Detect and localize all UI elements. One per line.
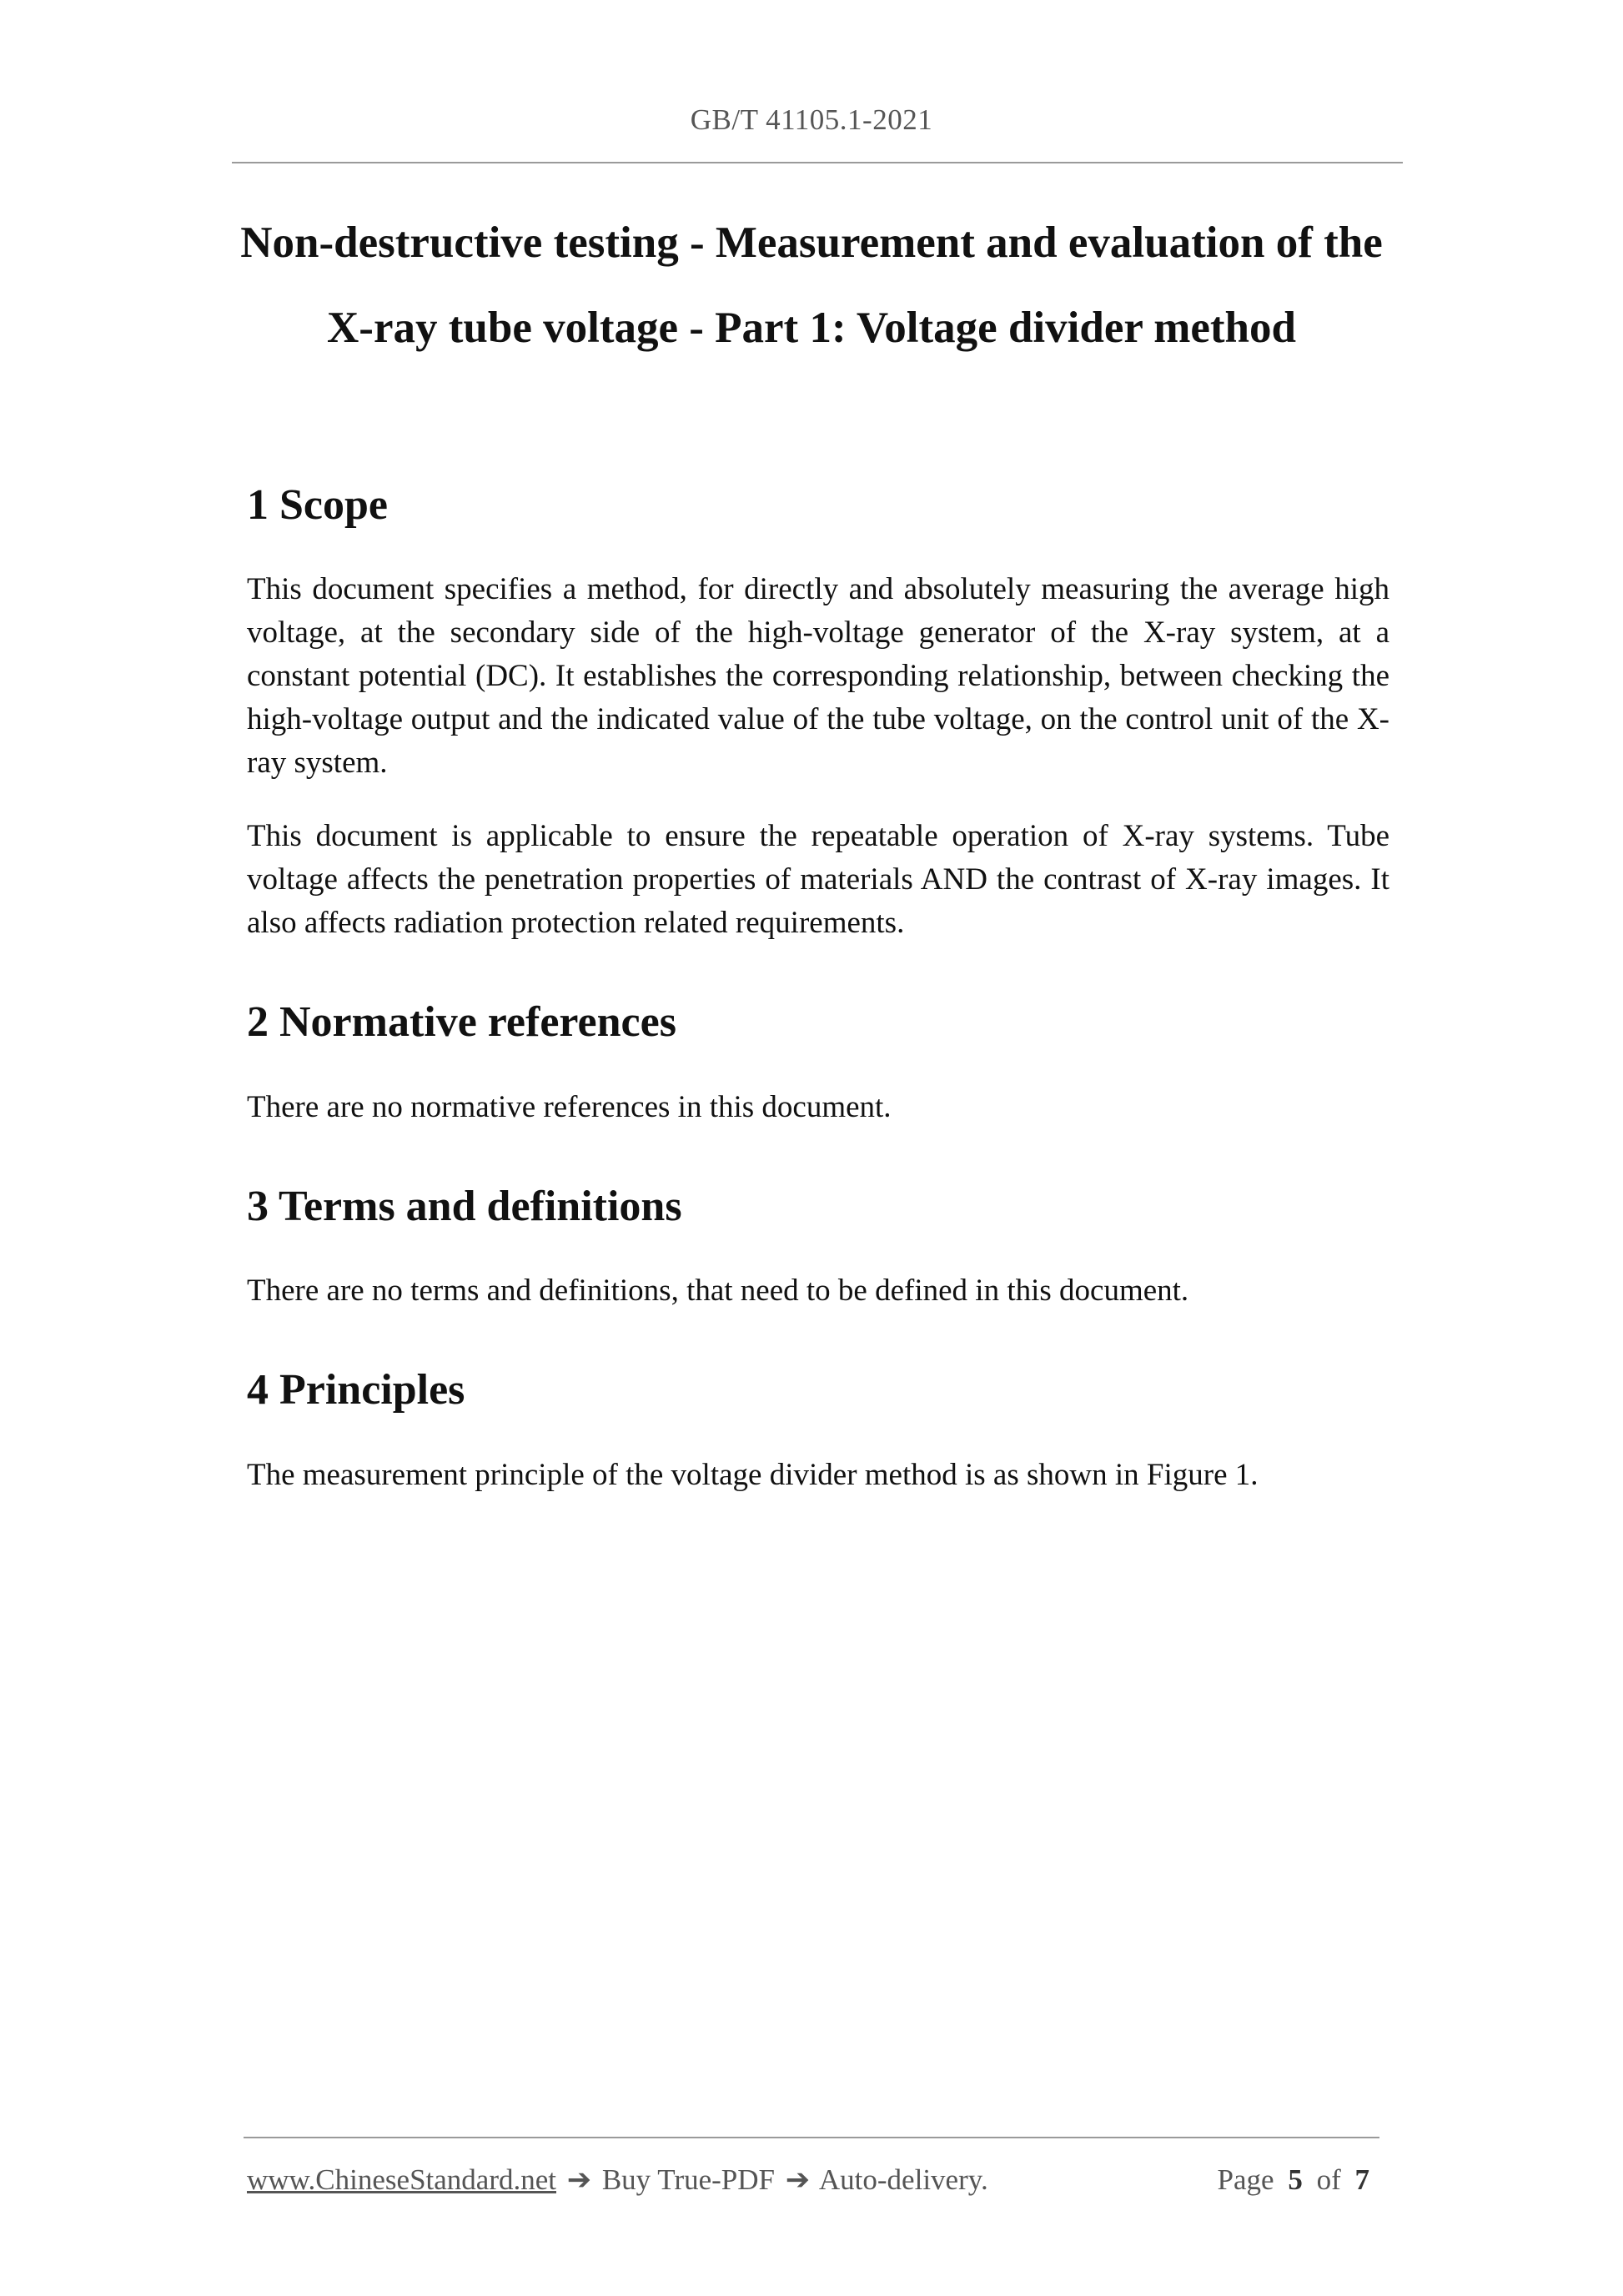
website-link[interactable]: www.ChineseStandard.net [247, 2163, 556, 2196]
buy-true-pdf-text: Buy True-PDF [601, 2163, 775, 2196]
section-paragraph: There are no normative references in this document. [247, 1089, 892, 1124]
section-scope [247, 480, 1389, 945]
standard-code-header: GB/T 41105.1-2021 [690, 103, 933, 136]
arrow-right-icon: ➔ [566, 2163, 592, 2196]
header-divider [232, 162, 1403, 163]
section-heading: 3 Terms and definitions [247, 1182, 682, 1230]
section-paragraph: There are no terms and definitions, that need to be defined in this document. [247, 1274, 1189, 1309]
arrow-right-icon: ➔ [785, 2163, 811, 2196]
document-title-line-2: X-ray tube voltage - Part 1: Voltage divider method [327, 304, 1296, 352]
section-heading: 1 Scope [247, 481, 388, 529]
section-normative-references [247, 997, 1389, 1128]
footer-divider [244, 2137, 1379, 2138]
page-label: Page [1217, 2163, 1274, 2196]
section-principles [247, 1364, 1389, 1496]
document-title-line-1: Non-destructive testing - Measurement and evaluation of the [240, 219, 1383, 267]
section-heading: 2 Normative references [247, 998, 676, 1047]
section-heading: 4 Principles [247, 1366, 465, 1414]
document-title [200, 200, 1423, 370]
section-paragraph: The measurement principle of the voltage divider method is as shown in Figure 1. [247, 1457, 1259, 1492]
section-terms-definitions [247, 1181, 1389, 1313]
of-label: of [1316, 2163, 1341, 2196]
footer-promo [247, 2163, 988, 2197]
page-number [1218, 2163, 1376, 2197]
current-page: 5 [1288, 2163, 1303, 2196]
section-paragraph: This document is applicable to ensure the repeatable operation of X-ray systems. Tube voltage affects the penetration properties of materials AND the contrast of X-ray images. It also affects radiation protection related requirements. [247, 819, 1389, 941]
section-paragraph: This document specifies a method, for directly and absolutely measuring the average high voltage, at the secondary side of the high-voltage generator of the X-ray system, at a constant potential (DC). It establishes the corresponding relationship, between checking the high-voltage output and the indicated value of the tube voltage, on the control unit of the X-ray system. [247, 572, 1389, 781]
total-pages: 7 [1354, 2163, 1369, 2196]
document-body [247, 480, 1389, 1549]
auto-delivery-text: Auto-delivery. [818, 2163, 988, 2196]
